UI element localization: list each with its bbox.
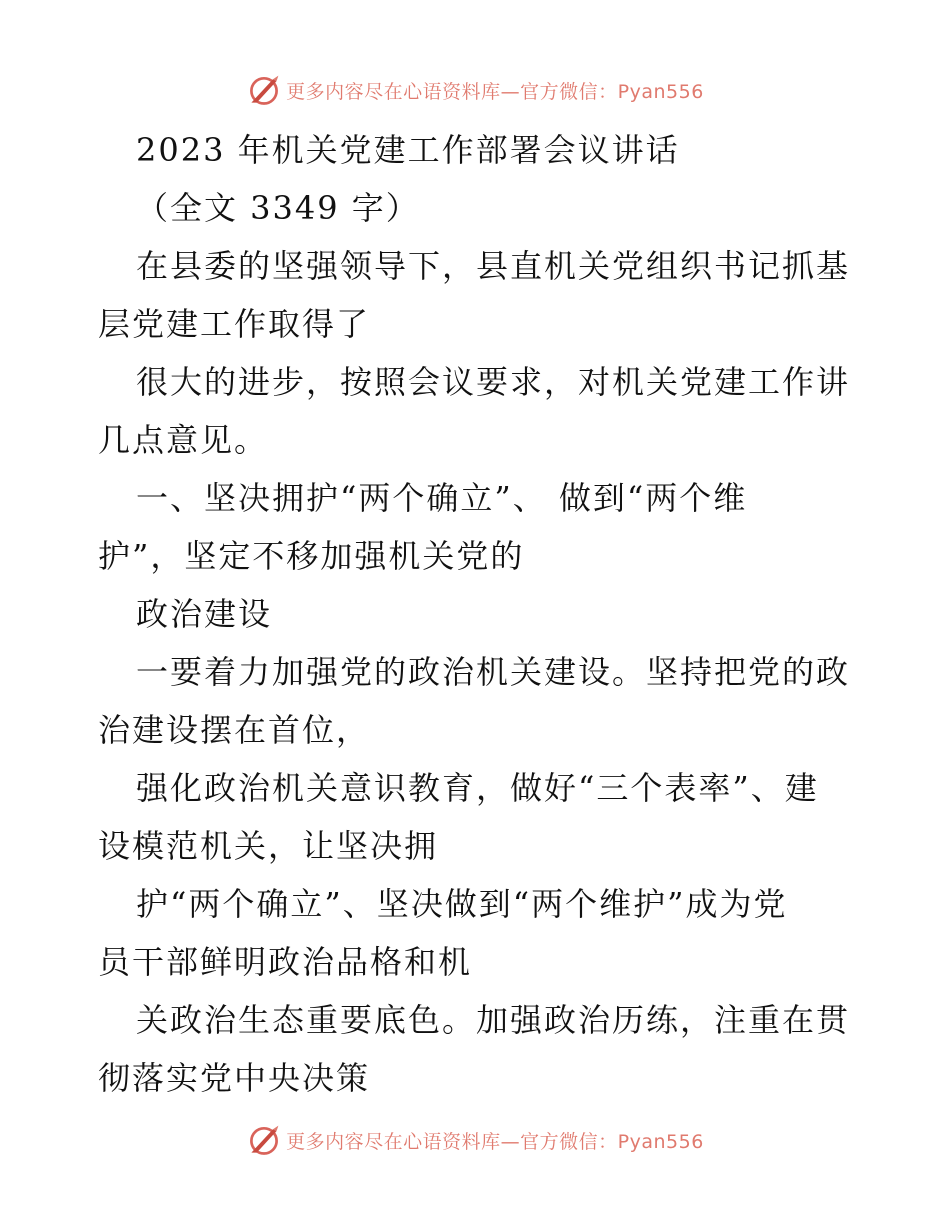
quill-ring-logo-icon bbox=[246, 1122, 282, 1158]
document-title: 2023 年机关党建工作部署会议讲话 bbox=[136, 131, 680, 169]
paragraph-line: 在县委的坚强领导下，县直机关党组织书记抓基 bbox=[136, 247, 851, 285]
paragraph-line: 层党建工作取得了 bbox=[98, 305, 371, 343]
paragraph-line: 员干部鲜明政治品格和机 bbox=[98, 943, 473, 981]
section-heading: 护”，坚定不移加强机关党的 bbox=[98, 537, 525, 575]
header-watermark bbox=[0, 70, 950, 110]
paragraph-line: 设模范机关，让坚决拥 bbox=[98, 827, 439, 865]
paragraph-line: 关政治生态重要底色。加强政治历练，注重在贯 bbox=[136, 1001, 851, 1039]
section-heading: 政治建设 bbox=[136, 595, 273, 633]
footer-watermark-text: 更多内容尽在心语资料库—官方微信：Pyan556 bbox=[286, 1130, 704, 1153]
paragraph-line: 强化政治机关意识教育，做好“三个表率”、建 bbox=[136, 769, 819, 807]
header-watermark-text: 更多内容尽在心语资料库—官方微信：Pyan556 bbox=[286, 80, 704, 103]
footer-watermark bbox=[0, 1120, 950, 1160]
paragraph-line: 一要着力加强党的政治机关建设。坚持把党的政 bbox=[136, 653, 851, 691]
quill-ring-logo-icon bbox=[246, 72, 282, 108]
paragraph-line: 很大的进步，按照会议要求，对机关党建工作讲 bbox=[136, 363, 851, 401]
paragraph-line: 治建设摆在首位， bbox=[98, 711, 371, 749]
section-heading: 一、坚决拥护“两个确立”、 做到“两个维 bbox=[136, 479, 748, 517]
paragraph-line: 护“两个确立”、坚决做到“两个维护”成为党 bbox=[136, 885, 788, 923]
word-count: （全文 3349 字） bbox=[136, 189, 420, 227]
paragraph-line: 彻落实党中央决策 bbox=[98, 1059, 371, 1097]
paragraph-line: 几点意见。 bbox=[98, 421, 269, 459]
